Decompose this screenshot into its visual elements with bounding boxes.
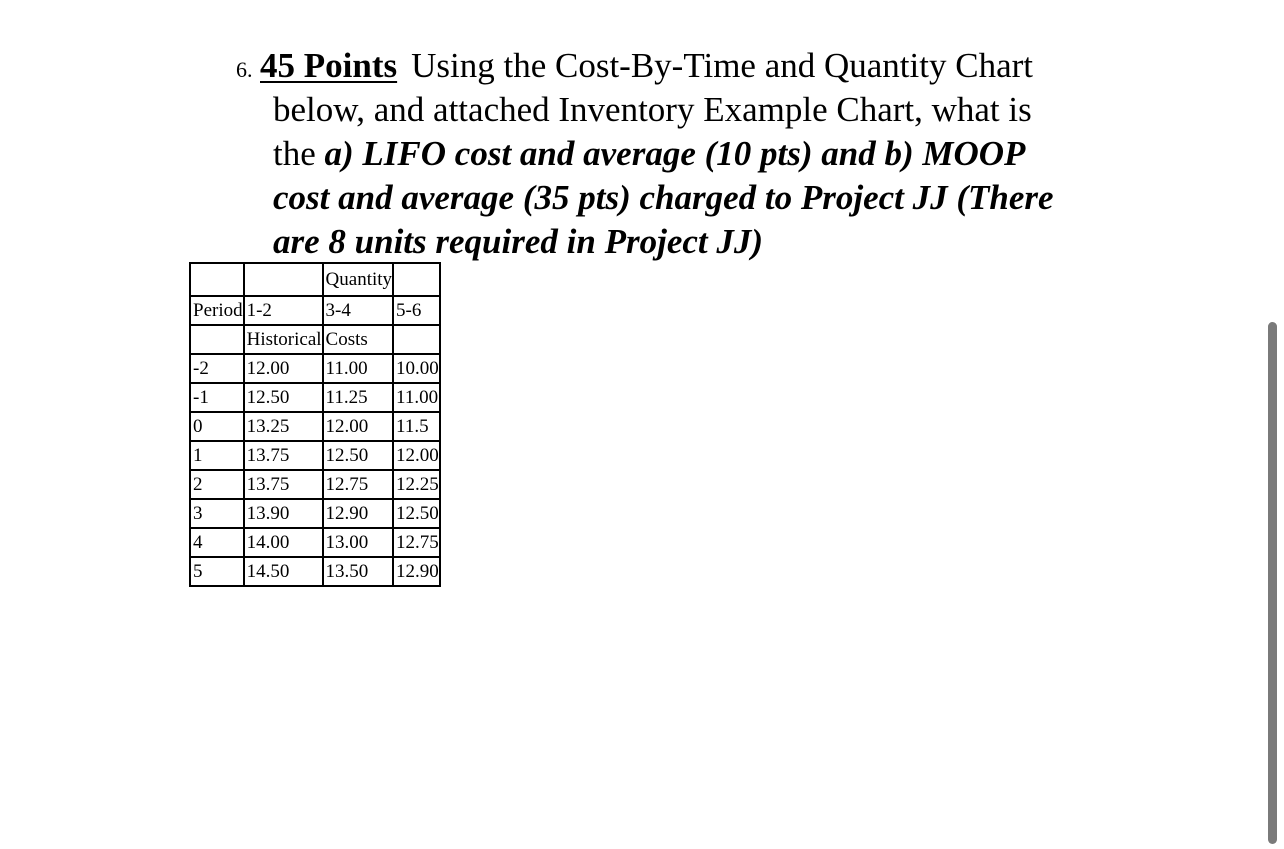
table-row [190,383,454,412]
question-intro: Using the Cost-By-Time and Quantity Chart [411,46,1033,85]
cost-cell-5-6: 11.00 [393,383,440,412]
question-line-4: cost and average (35 pts) charged to Project JJ (There [273,178,1054,217]
table-row [190,354,454,383]
cost-cell-3-4: 12.90 [323,499,394,528]
quantity-col-5-6-header: 5-6 [393,296,440,325]
cost-cell-1-2: 14.50 [244,557,323,586]
table-cell-spacer [440,557,454,586]
table-row [190,412,454,441]
question-line-5: are 8 units required in Project JJ) [273,222,764,261]
table-row [190,470,454,499]
cost-cell-5-6: 12.00 [393,441,440,470]
cost-by-time-quantity-table [189,262,455,587]
cost-cell-5-6: 12.90 [393,557,440,586]
table-header-row-quantity [190,263,454,296]
question-line-3-emphasis: a) LIFO cost and average (10 pts) and b) MOOP [324,134,1026,173]
historical-header: Historical [244,325,323,354]
cost-cell-5-6: 11.5 [393,412,440,441]
table-cell-empty [244,263,323,296]
cost-cell-5-6: 12.75 [393,528,440,557]
cost-cell-3-4: 11.00 [323,354,394,383]
period-cell: 5 [190,557,244,586]
table-cell-spacer [440,499,454,528]
table-header-row-period [190,296,454,325]
cost-cell-3-4: 13.50 [323,557,394,586]
period-cell: 3 [190,499,244,528]
period-cell: -1 [190,383,244,412]
question-text [260,44,1143,264]
table-row [190,528,454,557]
table-cell-empty [393,263,440,296]
table-cell-spacer [440,470,454,499]
question-first-line [260,44,1130,88]
table-cell-spacer [440,325,454,354]
cost-cell-1-2: 14.00 [244,528,323,557]
vertical-scrollbar[interactable] [1262,0,1284,849]
table-row [190,557,454,586]
table-cell-spacer [440,528,454,557]
table-row [190,441,454,470]
quantity-col-1-2-header: 1-2 [244,296,323,325]
table-cell-empty [393,325,440,354]
quantity-col-3-4-header: 3-4 [323,296,394,325]
cost-cell-3-4: 13.00 [323,528,394,557]
cost-cell-1-2: 13.90 [244,499,323,528]
table-header-row-costs [190,325,454,354]
period-cell: -2 [190,354,244,383]
table-cell-spacer [440,383,454,412]
question-number: 6. [236,57,253,82]
scrollbar-thumb[interactable] [1268,322,1277,844]
period-cell: 0 [190,412,244,441]
table-cell-empty [190,325,244,354]
costs-header: Costs [323,325,394,354]
table-cell-spacer [440,263,454,296]
cost-cell-1-2: 13.25 [244,412,323,441]
cost-cell-1-2: 13.75 [244,470,323,499]
cost-cell-5-6: 10.00 [393,354,440,383]
cost-cell-3-4: 12.75 [323,470,394,499]
quantity-header: Quantity [323,263,394,296]
cost-cell-1-2: 12.50 [244,383,323,412]
cost-cell-1-2: 12.00 [244,354,323,383]
period-cell: 2 [190,470,244,499]
question-line-3-plain: the [273,134,325,173]
table-row [190,499,454,528]
table-cell-spacer [440,296,454,325]
cost-cell-3-4: 12.50 [323,441,394,470]
table-cell-spacer [440,412,454,441]
cost-cell-5-6: 12.25 [393,470,440,499]
period-cell: 1 [190,441,244,470]
table-cell-spacer [440,354,454,383]
table-cell-spacer [440,441,454,470]
period-header: Period [190,296,244,325]
table-cell-empty [190,263,244,296]
points-label: 45 Points [260,46,398,85]
cost-cell-5-6: 12.50 [393,499,440,528]
question-line-3 [273,132,1143,176]
cost-cell-3-4: 11.25 [323,383,394,412]
question-line-2: below, and attached Inventory Example Chart, what is [273,90,1032,129]
cost-cell-3-4: 12.00 [323,412,394,441]
period-cell: 4 [190,528,244,557]
cost-cell-1-2: 13.75 [244,441,323,470]
